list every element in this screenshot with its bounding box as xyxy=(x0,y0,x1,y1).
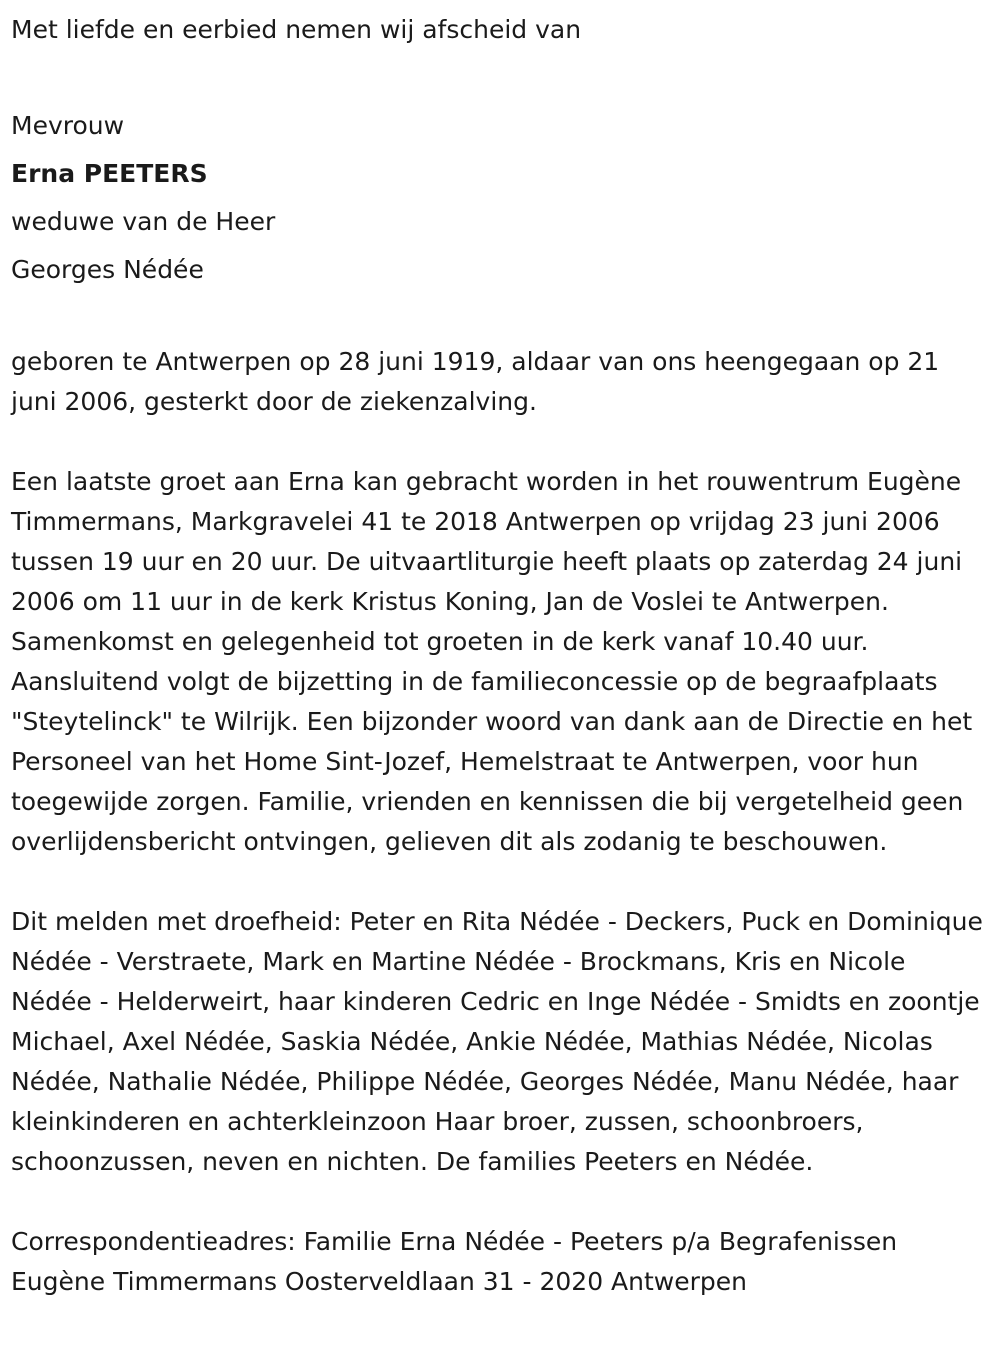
intro-line: Met liefde en eerbied nemen wij afscheid van xyxy=(11,15,582,44)
widow-of-line: weduwe van de Heer xyxy=(11,207,276,236)
obituary-notice xyxy=(11,6,989,1302)
correspondence-paragraph: Correspondentieadres: Familie Erna Nédée - Peeters p/a Begrafenissen Eugène Timmermans Oosterveldlaan 31 - 2020 Antwerpen xyxy=(11,1227,898,1296)
husband-name: Georges Nédée xyxy=(11,255,204,284)
deceased-block xyxy=(11,102,989,294)
family-paragraph: Dit melden met droefheid: Peter en Rita Nédée - Deckers, Puck en Dominique Nédée - Verstraete, Mark en Martine Nédée - Brockmans, Kris en Nicole Nédée - Helderweirt, haar kinderen Cedric en Inge Nédée - Smidts en zoontje Michael, Axel Nédée, Saskia Nédée, Ankie Nédée, Mathias Nédée, Nicolas Nédée, Nathalie Nédée, Philippe Nédée, Georges Nédée, Manu Nédée, haar kleinkinderen en achterkleinzoon Haar broer, zussen, schoonbroers, schoonzussen, neven en nichten. De families Peeters en Nédée. xyxy=(11,907,983,1176)
birth-death-paragraph: geboren te Antwerpen op 28 juni 1919, aldaar van ons heengegaan op 21 juni 2006, gesterkt door de ziekenzalving. xyxy=(11,347,940,416)
deceased-name: Erna PEETERS xyxy=(11,159,208,188)
title-line: Mevrouw xyxy=(11,111,125,140)
farewell-paragraph: Een laatste groet aan Erna kan gebracht worden in het rouwentrum Eugène Timmermans, Markgravelei 41 te 2018 Antwerpen op vrijdag 23 juni 2006 tussen 19 uur en 20 uur. De uitvaartliturgie heeft plaats op zaterdag 24 juni 2006 om 11 uur in de kerk Kristus Koning, Jan de Voslei te Antwerpen. Samenkomst en gelegenheid tot groeten in de kerk vanaf 10.40 uur. Aansluitend volgt de bijzetting in de familieconcessie op de begraafplaats "Steytelinck" te Wilrijk. Een bijzonder woord van dank aan de Directie en het Personeel van het Home Sint-Jozef, Hemelstraat te Antwerpen, voor hun toegewijde zorgen. Familie, vrienden en kennissen die bij vergetelheid geen overlijdensbericht ontvingen, gelieven dit als zodanig te beschouwen. xyxy=(11,467,973,856)
